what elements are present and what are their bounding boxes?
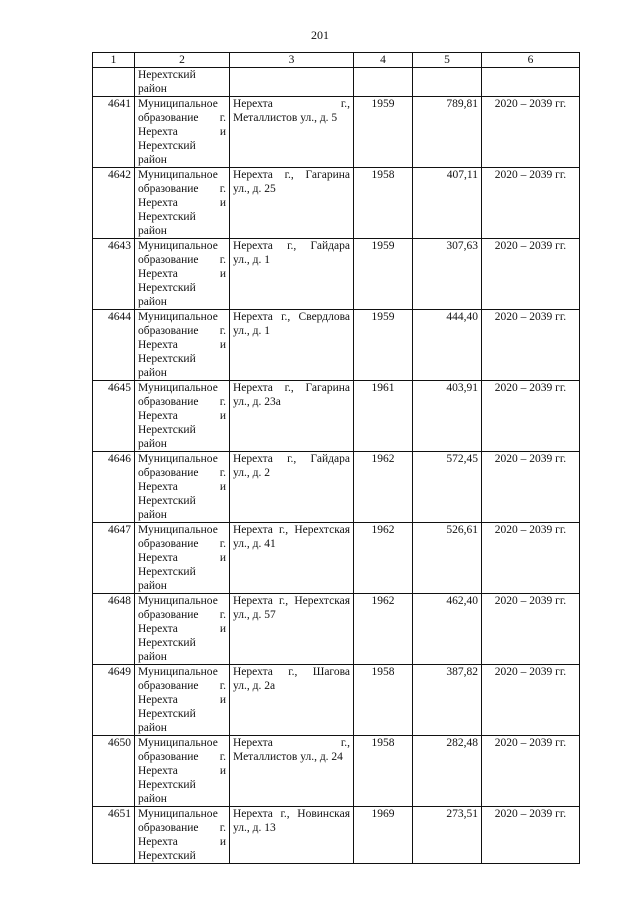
header-cell: 6 [482,53,580,68]
municipality-line: район [138,154,167,166]
address-line: ул., д. 2а [233,680,276,692]
number-cell: 4650 [93,736,135,807]
municipality-line: Нерехтский [138,566,196,578]
table-row [93,239,580,310]
number-cell [93,68,135,97]
municipality-cell [135,665,230,736]
area-cell: 387,82 [413,665,482,736]
table-row [93,310,580,381]
address-line: ул., д. 2 [233,467,270,479]
municipality-line: Муниципальное [138,808,218,820]
address-line: Нерехта г., [233,737,350,749]
municipality-line: образование г. [138,254,226,266]
municipality-line: Нерехтский [138,424,196,436]
municipality-line: Нерехта и [138,623,226,635]
year-cell [354,68,413,97]
municipality-cell [135,594,230,665]
municipality-line: Нерехтский [138,779,196,791]
year-cell: 1962 [354,523,413,594]
year-cell: 1959 [354,97,413,168]
table-row [93,381,580,452]
period-cell [482,68,580,97]
municipality-cell [135,452,230,523]
address-line: ул., д. 57 [233,609,276,621]
period-cell: 2020 – 2039 гг. [482,239,580,310]
address-cell [230,807,354,864]
table-row [93,807,580,864]
table-row [93,97,580,168]
number-cell: 4649 [93,665,135,736]
municipality-line: Нерехтский [138,282,196,294]
number-cell: 4646 [93,452,135,523]
period-cell: 2020 – 2039 гг. [482,310,580,381]
municipality-line: Нерехта и [138,268,226,280]
municipality-line: образование г. [138,751,226,763]
address-line: Нерехта г., Шагова [233,666,350,678]
header-cell: 3 [230,53,354,68]
municipality-line: район [138,225,167,237]
address-line: Нерехта г., Гагарина [233,382,350,394]
address-cell [230,594,354,665]
housing-registry-table [92,52,580,864]
municipality-line: Нерехтский [138,211,196,223]
municipality-line: образование г. [138,325,226,337]
municipality-cell [135,168,230,239]
area-cell: 407,11 [413,168,482,239]
table-row [93,523,580,594]
municipality-cell [135,310,230,381]
municipality-line: Муниципальное [138,98,218,110]
table-row [93,736,580,807]
municipality-line: Нерехтский [138,495,196,507]
municipality-line: район [138,509,167,521]
municipality-line: Нерехтский [138,708,196,720]
period-cell: 2020 – 2039 гг. [482,523,580,594]
number-cell: 4647 [93,523,135,594]
municipality-line: Муниципальное [138,169,218,181]
municipality-line: Нерехтский [138,69,196,81]
municipality-line: Нерехта и [138,552,226,564]
year-cell: 1962 [354,594,413,665]
municipality-line: образование г. [138,609,226,621]
municipality-line: Муниципальное [138,595,218,607]
address-cell [230,665,354,736]
municipality-line: образование г. [138,680,226,692]
municipality-line: Нерехта и [138,481,226,493]
address-line: Нерехта г., Гагарина [233,169,350,181]
address-line: ул., д. 23а [233,396,281,408]
address-line: ул., д. 25 [233,183,276,195]
municipality-line: Нерехта и [138,410,226,422]
municipality-line: Нерехта и [138,126,226,138]
address-line: Нерехта г., Новинская [233,808,350,820]
municipality-cell [135,239,230,310]
period-cell: 2020 – 2039 гг. [482,594,580,665]
municipality-line: район [138,83,167,95]
municipality-line: район [138,793,167,805]
year-cell: 1958 [354,736,413,807]
municipality-cell [135,736,230,807]
municipality-line: образование г. [138,822,226,834]
period-cell: 2020 – 2039 гг. [482,381,580,452]
header-cell: 4 [354,53,413,68]
address-cell [230,452,354,523]
address-line: Металлистов ул., д. 24 [233,751,343,763]
municipality-line: Муниципальное [138,524,218,536]
table-row [93,665,580,736]
header-cell: 1 [93,53,135,68]
municipality-line: Нерехтский [138,353,196,365]
municipality-cell [135,68,230,97]
period-cell: 2020 – 2039 гг. [482,452,580,523]
address-line: Нерехта г., Нерехтская [233,595,350,607]
number-cell: 4643 [93,239,135,310]
table-row [93,168,580,239]
area-cell: 273,51 [413,807,482,864]
municipality-line: образование г. [138,396,226,408]
address-cell [230,736,354,807]
municipality-line: Нерехта и [138,339,226,351]
municipality-line: образование г. [138,183,226,195]
municipality-line: Нерехтский [138,140,196,152]
year-cell: 1959 [354,310,413,381]
address-line: Нерехта г., [233,98,350,110]
municipality-line: Нерехтский [138,637,196,649]
area-cell: 282,48 [413,736,482,807]
area-cell: 444,40 [413,310,482,381]
year-cell: 1958 [354,665,413,736]
period-cell: 2020 – 2039 гг. [482,97,580,168]
period-cell: 2020 – 2039 гг. [482,736,580,807]
year-cell: 1969 [354,807,413,864]
municipality-line: Нерехта и [138,765,226,777]
number-cell: 4648 [93,594,135,665]
period-cell: 2020 – 2039 гг. [482,168,580,239]
address-cell [230,381,354,452]
page-number: 201 [311,28,329,42]
table-row [93,594,580,665]
header-cell: 5 [413,53,482,68]
address-line: ул., д. 13 [233,822,276,834]
area-cell: 462,40 [413,594,482,665]
municipality-line: Муниципальное [138,240,218,252]
period-cell: 2020 – 2039 гг. [482,665,580,736]
municipality-cell [135,381,230,452]
address-cell [230,523,354,594]
municipality-line: район [138,438,167,450]
municipality-line: Муниципальное [138,311,218,323]
address-line: Металлистов ул., д. 5 [233,112,338,124]
address-line: Нерехта г., Гайдара [233,240,350,252]
municipality-line: район [138,296,167,308]
area-cell: 526,61 [413,523,482,594]
municipality-line: Нерехтский [138,850,196,862]
table-row [93,452,580,523]
municipality-cell [135,97,230,168]
year-cell: 1959 [354,239,413,310]
address-line: Нерехта г., Свердлова [233,311,350,323]
address-cell [230,310,354,381]
area-cell: 789,81 [413,97,482,168]
period-cell: 2020 – 2039 гг. [482,807,580,864]
municipality-line: образование г. [138,112,226,124]
municipality-line: Муниципальное [138,737,218,749]
area-cell [413,68,482,97]
municipality-line: Нерехта и [138,836,226,848]
number-cell: 4651 [93,807,135,864]
municipality-line: образование г. [138,467,226,479]
area-cell: 307,63 [413,239,482,310]
municipality-line: район [138,651,167,663]
municipality-line: Муниципальное [138,453,218,465]
municipality-cell [135,523,230,594]
year-cell: 1961 [354,381,413,452]
municipality-line: район [138,367,167,379]
year-cell: 1962 [354,452,413,523]
header-row [93,53,580,68]
address-cell [230,168,354,239]
year-cell: 1958 [354,168,413,239]
number-cell: 4644 [93,310,135,381]
address-line: Нерехта г., Гайдара [233,453,350,465]
municipality-line: образование г. [138,538,226,550]
municipality-line: Нерехта и [138,197,226,209]
area-cell: 572,45 [413,452,482,523]
municipality-cell [135,807,230,864]
municipality-line: Нерехта и [138,694,226,706]
address-line: Нерехта г., Нерехтская [233,524,350,536]
municipality-line: район [138,722,167,734]
municipality-line: Муниципальное [138,666,218,678]
municipality-line: Муниципальное [138,382,218,394]
area-cell: 403,91 [413,381,482,452]
number-cell: 4645 [93,381,135,452]
address-cell [230,68,354,97]
header-cell: 2 [135,53,230,68]
address-cell [230,239,354,310]
address-line: ул., д. 1 [233,254,270,266]
address-line: ул., д. 1 [233,325,270,337]
municipality-line: район [138,580,167,592]
address-line: ул., д. 41 [233,538,276,550]
number-cell: 4641 [93,97,135,168]
continuation-row [93,68,580,97]
number-cell: 4642 [93,168,135,239]
address-cell [230,97,354,168]
